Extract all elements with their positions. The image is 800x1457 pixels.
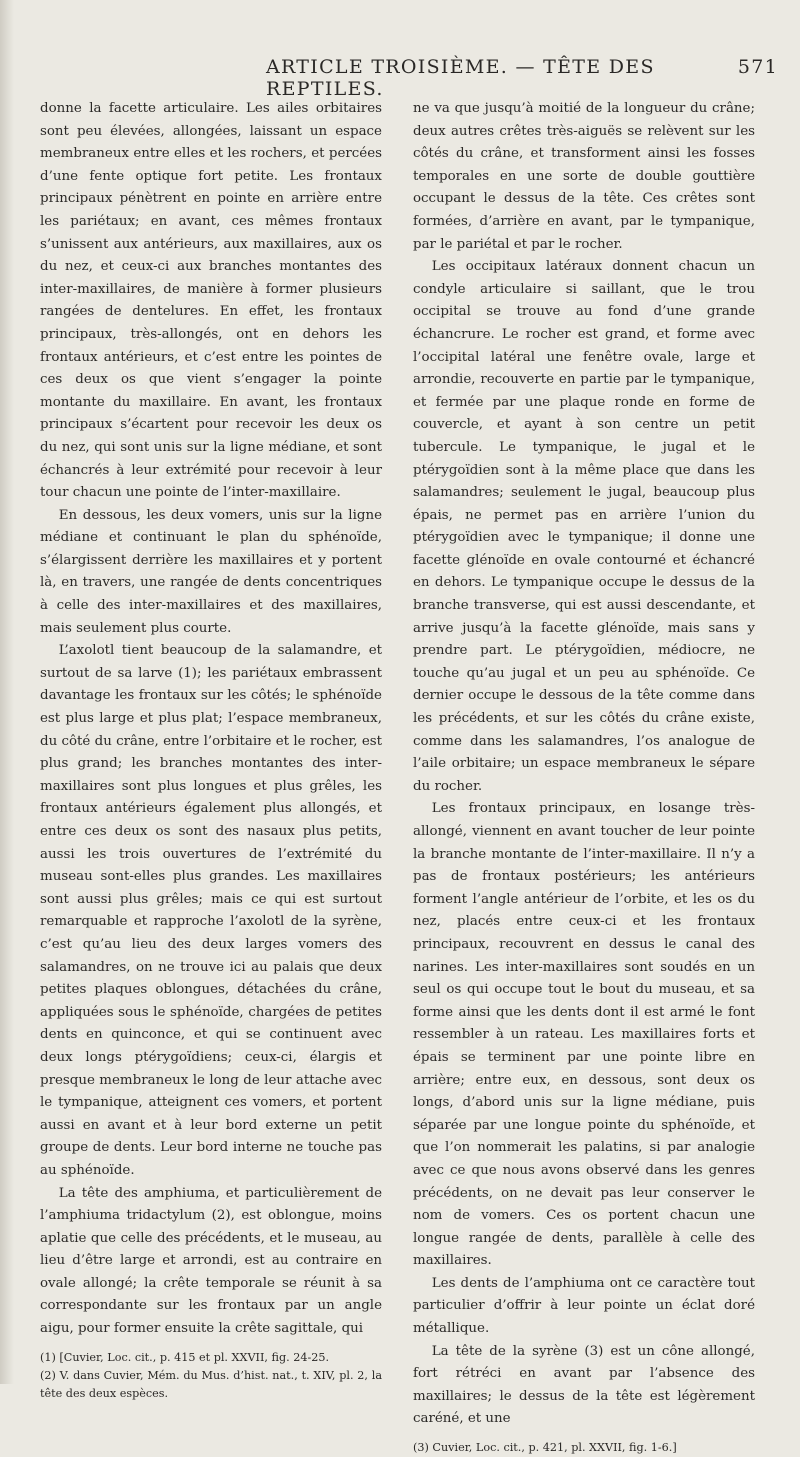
running-head: ARTICLE TROISIÈME. — TÊTE DES REPTILES.: [266, 56, 655, 100]
paragraph: donne la facette articulaire. Les ailes orbitaires sont peu élevées, allongées, laissant un espace membraneux entre elles et les rochers, et percées d’une fente optique fort petite. Les frontaux principaux pénètrent en pointe en arrière entre les pariétaux; en avant, ces mêmes frontaux s’unissent aux antérieurs, aux maxillaires, aux os du nez, et ceux-ci aux branches montantes des inter-maxillaires, de manière à former plusieurs rangées de dentelures. En effet, les frontaux principaux, très-allongés, ont en dehors les frontaux antérieurs, et c’est entre les pointes de ces deux os que vient s’engager la pointe montante du maxillaire. En avant, les frontaux principaux s’écartent pour recevoir les deux os du nez, qui sont unis sur la ligne médiane, et sont échancrés à leur extrémité pour recevoir à leur tour chacun une pointe de l’inter-maxillaire.: [40, 101, 382, 501]
paragraph: La tête des amphiuma, et particulièrement de l’amphiuma tridactylum (2), est oblongue, moins aplatie que celle des précédents, et le museau, au lieu d’être large et arrondi, est au contraire en ovale allongé; la crête temporale se réunit à sa correspondante sur les frontaux par un angle aigu, pour former ensuite la crête sagittale, qui: [40, 1185, 382, 1337]
paragraph: En dessous, les deux vomers, unis sur la ligne médiane et continuant le plan du sphénoïde, s’élargissent derrière les maxillaires et y portent là, en travers, une rangée de dents concentriques à celle des inter-maxillaires et des maxillaires, mais seulement plus courte.: [40, 507, 382, 636]
left-column: [40, 98, 382, 1403]
page-header: [48, 52, 778, 100]
footnote: (3) Cuvier, Loc. cit., p. 421, pl. XXVII, fig. 1-6.]: [413, 1441, 677, 1455]
paragraph: L’axolotl tient beaucoup de la salamandre, et surtout de sa larve (1); les pariétaux embrassent davantage les frontaux sur les côtés; le sphénoïde est plus large et plus plat; l’espace membraneux, du côté du crâne, entre l’orbitaire et le rocher, est plus grand; les branches montantes des inter-maxillaires sont plus longues et plus grêles, les frontaux antérieurs également plus allongés, et entre ces deux os sont des nasaux plus petits, aussi les trois ouvertures de l’extrémité du museau sont-elles plus grandes. Les maxillaires sont aussi plus grêles; mais ce qui est surtout remarquable et rapproche l’axolotl de la syrène, c’est qu’au lieu des deux larges vomers des salamandres, on ne trouve ici au palais que deux petites plaques oblongues, détachées du crâne, appliquées sous le sphénoïde, chargées de petites dents en quinconce, et qui se continuent avec deux longs ptérygoïdiens; ceux-ci, élargis et presque membraneux le long de leur attache avec le tympanique, atteignent ces vomers, et portent aussi en avant et à leur bord externe un petit groupe de dents. Leur bord interne ne touche pas au sphénoïde.: [40, 643, 382, 1178]
right-column: [413, 98, 755, 1457]
paragraph: Les occipitaux latéraux donnent chacun un condyle articulaire si saillant, que le trou occipital se trouve au fond d’une grande échancrure. Le rocher est grand, et forme avec l’occipital latéral une fenêtre ovale, large et arrondie, recouverte en partie par le tympanique, et fermée par une plaque ronde en forme de couvercle, et ayant à son centre un petit tubercule. Le tympanique, le jugal et le ptérygoïdien sont à la même place que dans les salamandres; seulement le jugal, beaucoup plus épais, ne permet pas en arrière l’union du ptérygoïdien avec le tympanique; il donne une facette glénoïde en ovale contourné et échancré en dehors. Le tympanique occupe le dessus de la branche transverse, qui est aussi descendante, et arrive jusqu’à la facette glénoïde, mais sans y prendre part. Le ptérygoïdien, médiocre, ne touche qu’au jugal et un peu au sphénoïde. Ce dernier occupe le dessous de la tête comme dans les précédents, et sur les côtés du crâne existe, comme dans les salamandres, l’os analogue de l’aile orbitaire; un espace membraneux le sépare du rocher.: [413, 259, 755, 794]
footnote: (2) V. dans Cuvier, Mém. du Mus. d’hist. nat., t. XIV, pl. 2, la tête des deux espèces.: [40, 1368, 382, 1400]
page-number: 571: [737, 56, 778, 78]
page-gutter-shadow: [0, 0, 14, 1384]
footnote: (1) [Cuvier, Loc. cit., p. 415 et pl. XXVII, fig. 24-25.: [40, 1350, 330, 1364]
paragraph: Les dents de l’amphiuma ont ce caractère tout particulier d’offrir à leur pointe un éclat doré métallique.: [413, 1275, 755, 1337]
paragraph: ne va que jusqu’à moitié de la longueur du crâne; deux autres crêtes très-aiguës se relèvent sur les côtés du crâne, et transforment ainsi les fosses temporales en une sorte de double gouttière occupant le dessus de la tête. Ces crêtes sont formées, d’arrière en avant, par le tympanique, par le pariétal et par le rocher.: [413, 101, 755, 252]
paragraph: La tête de la syrène (3) est un cône allongé, fort rétréci en avant par l’absence des maxillaires; le dessus de la tête est légèrement caréné, et une: [413, 1343, 755, 1427]
paragraph: Les frontaux principaux, en losange très-allongé, viennent en avant toucher de leur pointe la branche montante de l’inter-maxillaire. Il n’y a pas de frontaux postérieurs; les antérieurs forment l’angle antérieur de l’orbite, et les os du nez, placés entre ceux-ci et les frontaux principaux, recouvrent en dessus le canal des narines. Les inter-maxillaires sont soudés en un seul os qui occupe tout le bout du museau, et sa forme ainsi que les dents dont il est armé le font ressembler à un rateau. Les maxillaires forts et épais se terminent par une pointe libre en arrière; entre eux, en dessous, sont deux os longs, d’abord unis sur la ligne médiane, puis séparée par une longue pointe du sphénoïde, et que l’on nommerait les palatins, si par analogie avec ce que nous avons observé dans les genres précédents, on ne devait pas leur conserver le nom de vomers. Ces os portent chacun une longue rangée de dents, parallèle à celle des maxillaires.: [413, 801, 755, 1269]
